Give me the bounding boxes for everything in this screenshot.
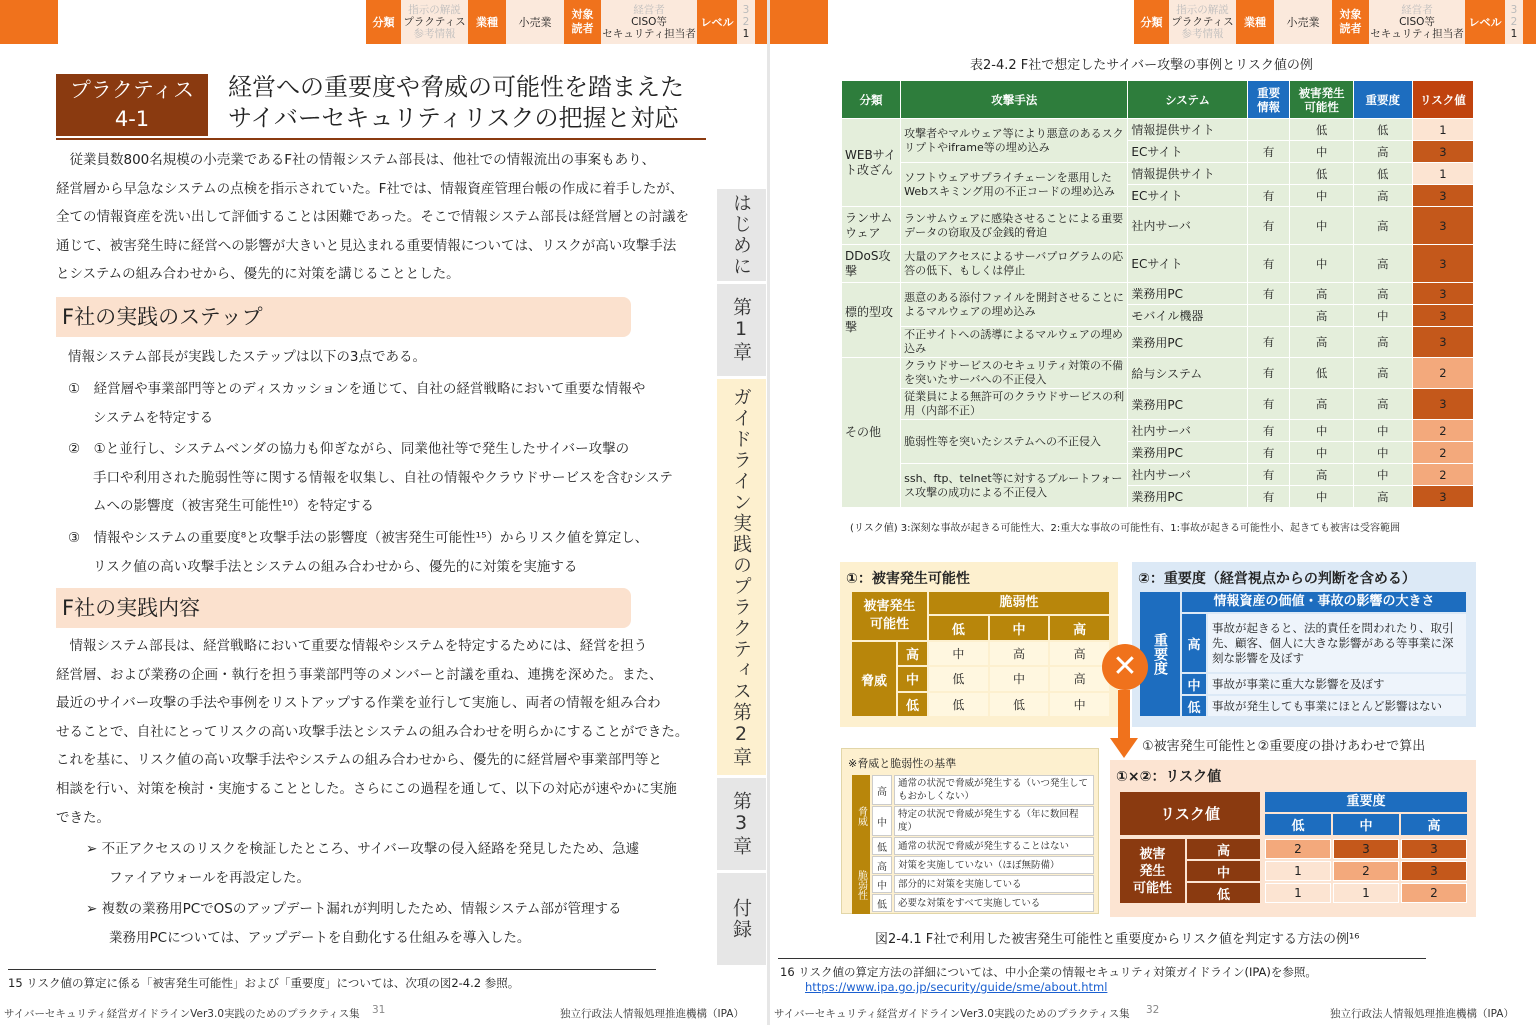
vulnerability-levels — [929, 616, 1109, 640]
page-title: 経営への重要度や脅威の可能性を踏まえた サイバーセキュリティリスクの把握と対応 — [228, 73, 684, 132]
probability-cell: 中 — [1050, 693, 1109, 716]
risk-table — [841, 80, 1474, 508]
risk-important: 有 — [1247, 327, 1290, 358]
criteria-text: 通常の状況で脅威が発生することはない — [894, 837, 1094, 855]
risk-table-row — [842, 207, 1474, 245]
tab-chapter-1[interactable]: 第1章 — [717, 284, 766, 376]
risk-value-box — [1110, 760, 1476, 917]
risk-system: 情報提供サイト — [1128, 163, 1247, 185]
risk-value: 3 — [1412, 327, 1473, 358]
step-1: ① 経営層や事業部門等とのディスカッションを通じて、自社の経営戦略において重要な情報や システムを特定する — [68, 381, 646, 426]
risk-severity-level: 高 — [1401, 814, 1467, 835]
left-page — [0, 0, 767, 1025]
risk-value-grid — [1265, 839, 1467, 903]
probability-cell: 低 — [929, 693, 988, 716]
criteria-group: 脅威 — [852, 775, 870, 857]
probability-cell: 高 — [990, 642, 1049, 665]
threat-level: 中 — [898, 667, 927, 690]
footer-right: 独立行政法人情報処理推進機構（IPA） — [560, 1008, 744, 1020]
risk-system: 社内サーバ — [1128, 420, 1247, 442]
risk-severity: 高 — [1353, 327, 1412, 358]
risk-table-row — [842, 327, 1474, 358]
risk-table-row — [842, 163, 1474, 185]
risk-method: ssh、ftp、telnet等に対するブルートフォース攻撃の成功による不正侵入 — [901, 464, 1128, 508]
probability-box-title: ①：被害発生可能性 — [846, 571, 970, 587]
risk-value-corner: リスク値 — [1120, 792, 1260, 835]
col-important: 重要 情報 — [1247, 81, 1290, 119]
risk-method: 大量のアクセスによるサーバプログラムの応答の低下、もしくは停止 — [901, 245, 1128, 283]
risk-method: 悪意のある添付ファイルを開封させることによるマルウェアの埋め込み — [901, 283, 1128, 327]
vulnerability-level: 高 — [1050, 616, 1109, 640]
risk-severity: 高 — [1353, 486, 1412, 508]
header-orange-left — [770, 0, 828, 44]
footnote-rule — [778, 958, 1426, 959]
footer-left: サイバーセキュリティ経営ガイドラインVer3.0実践のためのプラクティス集 — [774, 1008, 1130, 1020]
footer-right: 独立行政法人情報処理推進機構（IPA） — [1330, 1008, 1514, 1020]
header-orange-left — [0, 0, 58, 44]
risk-system: 業務用PC — [1128, 389, 1247, 420]
risk-system: 業務用PC — [1128, 283, 1247, 305]
footnote-link[interactable]: https://www.ipa.go.jp/security/guide/sme/about.html — [805, 980, 1108, 994]
section-heading-content: F社の実践内容 — [56, 588, 631, 628]
risk-severity: 中 — [1353, 420, 1412, 442]
risk-method: 従業員による無許可のクラウドサービスの利用（内部不正） — [901, 389, 1128, 420]
criteria-level: 高 — [872, 775, 892, 805]
right-page — [770, 0, 1536, 1025]
step-3: ③ 情報やシステムの重要度⁸と攻撃手法の影響度（被害発生可能性¹⁵）からリスク値を算定し、 リスク値の高い攻撃手法とシステムの組み合わせから、優先的に対策を実施する — [68, 530, 649, 575]
risk-important: 有 — [1247, 389, 1290, 420]
risk-value-cell: 3 — [1401, 861, 1467, 881]
arrow-down-icon — [1110, 738, 1138, 758]
risk-system: 業務用PC — [1128, 442, 1247, 464]
col-system: システム — [1128, 81, 1247, 119]
risk-method: ランサムウェアに感染させることによる重要データの窃取及び金銭的脅迫 — [901, 207, 1128, 245]
cat-label: 分類 — [366, 0, 401, 44]
risk-value: 3 — [1412, 305, 1473, 327]
risk-system: 社内サーバ — [1128, 464, 1247, 486]
tab-chapter-2-sub: ガイドライン実践のプラクティス — [730, 386, 752, 702]
probability-grid — [929, 642, 1109, 716]
probability-cell: 低 — [990, 693, 1049, 716]
footnote-16: 16 リスク値の算定方法の詳細については、中小企業の情報セキュリティ対策ガイドライン(IPA)を参照。 — [780, 965, 1317, 979]
risk-value-box-title: ①×②：リスク値 — [1116, 769, 1222, 785]
risk-probability-levels — [1187, 839, 1260, 903]
criteria-box — [841, 748, 1099, 914]
industry-value: 小売業 — [1274, 0, 1332, 44]
risk-system: 給与システム — [1128, 358, 1247, 389]
risk-value: 2 — [1412, 358, 1473, 389]
figure-caption: 図2-4.1 F社で利用した被害発生可能性と重要度からリスク値を判定する方法の例¹⁶ — [875, 932, 1360, 947]
risk-severity: 中 — [1353, 305, 1412, 327]
risk-value-cell: 2 — [1265, 839, 1331, 859]
risk-method: 脆弱性等を突いたシステムへの不正侵入 — [901, 420, 1128, 464]
risk-table-row — [842, 358, 1474, 389]
reader-values: 経営者 CISO等 セキュリティ担当者 — [1369, 0, 1465, 44]
tab-chapter-2-label: 第2章 — [730, 701, 752, 768]
risk-table-row — [842, 389, 1474, 420]
col-category: 分類 — [842, 81, 901, 119]
risk-method: 不正サイトへの誘導によるマルウェアの埋め込み — [901, 327, 1128, 358]
intro-paragraph: 従業員数800名規模の小売業であるF社の情報システム部長は、他社での情報流出の事案もあり、 経営層から早急なシステムの点検を指示されていた。F社では、情報資産管理台帳の作成に着手したが、 全ての情報資産を洗い出して評価することは困難であった。そこで情報システム部長は経営層との討議を 通じて、被害発生時に経営への影響が大きいと見込まれる重要情報については、リスクが高い攻撃手法 とシステムの組み合わせから、優先的に対策を講じることとした。 — [56, 152, 690, 283]
severity-level: 低 — [1182, 696, 1206, 716]
criteria-text: 必要な対策をすべて実施している — [894, 894, 1094, 912]
risk-system: ECサイト — [1128, 141, 1247, 163]
col-severity: 重要度 — [1353, 81, 1412, 119]
header-bar — [0, 0, 767, 44]
risk-value-cell: 1 — [1333, 883, 1399, 903]
risk-table-row — [842, 420, 1474, 442]
risk-system: 業務用PC — [1128, 486, 1247, 508]
risk-table-row — [842, 245, 1474, 283]
bullet-1: ➢ 不正アクセスのリスクを検証したところ、サイバー攻撃の侵入経路を発見したため、急遽 ファイアウォールを再設定した。 — [86, 841, 640, 886]
body-paragraph: 情報システム部長は、経営戦略において重要な情報やシステムを特定するためには、経営を担う 経営層、および業務の企画・執行を担う事業部門等のメンバーと討議を重ね、連携を深めた。また、 最近のサイバー攻撃の手法や事例をリストアップする作業を並行して実施し、両者の情報を組み合わ せることで、自社にとってリスクの高い攻撃手法とシステムの組み合わせを明らかにすることができた。 これを基に、リスク値の高い攻撃手法やシステムの組み合わせから、優先的に経営層や事業部門等と 相談を行い、対策を検討・実施することとした。さらにこの過程を通して、以下の対応が速やかに実施 できた。 — [56, 638, 689, 826]
criteria-level: 低 — [872, 894, 892, 912]
criteria-level: 中 — [872, 875, 892, 893]
risk-probability: 中 — [1290, 185, 1353, 207]
risk-table-row — [842, 283, 1474, 305]
col-method: 攻撃手法 — [901, 81, 1128, 119]
risk-system: 情報提供サイト — [1128, 119, 1247, 141]
industry-label: 業種 — [1236, 0, 1274, 44]
criteria-level: 高 — [872, 856, 892, 874]
risk-method: 攻撃者やマルウェア等により悪意のあるスクリプトやiframe等の埋め込み — [901, 119, 1128, 163]
severity-level: 高 — [1182, 614, 1206, 672]
level-values: 3 2 1 — [737, 0, 755, 44]
col-risk: リスク値 — [1412, 81, 1473, 119]
vulnerability-level: 低 — [929, 616, 988, 640]
risk-probability: 低 — [1290, 163, 1353, 185]
risk-value: 2 — [1412, 464, 1473, 486]
risk-probability: 高 — [1290, 305, 1353, 327]
risk-method: ソフトウェアサプライチェーンを悪用したWebスキミング用の不正コードの埋め込み — [901, 163, 1128, 207]
practice-badge: プラクティス 4-1 — [56, 74, 208, 136]
threat-level: 低 — [898, 693, 927, 716]
risk-value-cell: 2 — [1401, 883, 1467, 903]
risk-value-cell: 1 — [1265, 883, 1331, 903]
risk-important: 有 — [1247, 141, 1290, 163]
risk-probability: 高 — [1290, 389, 1353, 420]
severity-desc: 事故が事業に重大な影響を及ぼす — [1208, 674, 1466, 694]
risk-value: 3 — [1412, 245, 1473, 283]
risk-important: 有 — [1247, 185, 1290, 207]
risk-value: 3 — [1412, 185, 1473, 207]
risk-value: 3 — [1412, 283, 1473, 305]
severity-desc: 事故が起きると、法的責任を問われたり、取引先、顧客、個人に大きな影響がある等事業に深刻な影響を及ぼす — [1208, 614, 1466, 672]
criteria-group: 脆弱性 — [852, 856, 870, 914]
risk-category: 標的型攻撃 — [842, 283, 901, 358]
severity-rows — [1182, 614, 1466, 716]
risk-table-header — [842, 81, 1474, 119]
reader-values: 経営者 CISO等 セキュリティ担当者 — [601, 0, 697, 44]
risk-value: 3 — [1412, 389, 1473, 420]
risk-probability: 中 — [1290, 245, 1353, 283]
probability-cell: 高 — [1050, 667, 1109, 690]
severity-header: 情報資産の価値・事故の影響の大きさ — [1182, 592, 1466, 612]
severity-row — [1182, 696, 1466, 716]
risk-value: 1 — [1412, 163, 1473, 185]
risk-probability: 高 — [1290, 283, 1353, 305]
title-underline — [56, 138, 706, 140]
vulnerability-header: 脆弱性 — [929, 592, 1109, 614]
criteria-table — [852, 775, 1094, 911]
risk-important: 有 — [1247, 442, 1290, 464]
risk-probability-level: 低 — [1187, 883, 1260, 903]
risk-probability: 中 — [1290, 207, 1353, 245]
criteria-text: 特定の状況で脅威が発生する（年に数回程度） — [894, 806, 1094, 836]
risk-method: クラウドサービスのセキュリティ対策の不備を突いたサーバへの不正侵入 — [901, 358, 1128, 389]
risk-probability-level: 高 — [1187, 839, 1260, 859]
tab-chapter-3[interactable]: 第3章 — [717, 778, 766, 870]
risk-probability: 低 — [1290, 358, 1353, 389]
threat-level: 高 — [898, 642, 927, 665]
criteria-text: 通常の状況で脅威が発生する（いつ発生してもおかしくない） — [894, 775, 1094, 805]
risk-important — [1247, 163, 1290, 185]
severity-box-title: ②：重要度（経営視点からの判断を含める） — [1138, 571, 1416, 587]
reader-label: 対象 読者 — [1332, 0, 1369, 44]
risk-important: 有 — [1247, 486, 1290, 508]
risk-severity: 低 — [1353, 119, 1412, 141]
risk-value-cell: 3 — [1333, 839, 1399, 859]
vulnerability-level: 中 — [990, 616, 1049, 640]
section-heading-steps: F社の実践のステップ — [56, 297, 631, 337]
risk-legend-note: (リスク値) 3:深刻な事故が起きる可能性大、2:重大な事故の可能性有、1:事故が起きる可能性小、起きても被害は受容範囲 — [850, 523, 1400, 534]
risk-system: 社内サーバ — [1128, 207, 1247, 245]
risk-probability: 低 — [1290, 119, 1353, 141]
severity-box — [1132, 562, 1476, 727]
steps-intro: 情報システム部長が実践したステップは以下の3点である。 — [68, 349, 426, 365]
risk-probability-level: 中 — [1187, 861, 1260, 881]
risk-severity: 高 — [1353, 207, 1412, 245]
risk-value: 3 — [1412, 486, 1473, 508]
risk-probability: 高 — [1290, 327, 1353, 358]
page-number: 32 — [1146, 1004, 1160, 1016]
risk-value: 3 — [1412, 207, 1473, 245]
severity-row — [1182, 614, 1466, 672]
risk-system: ECサイト — [1128, 185, 1247, 207]
bullet-2: ➢ 複数の業務用PCでOSのアップデート漏れが判明したため、情報システム部が管理する 業務用PCについては、アップデートを自動化する仕組みを導入した。 — [86, 901, 622, 946]
risk-table-row — [842, 464, 1474, 486]
risk-severity: 高 — [1353, 283, 1412, 305]
level-label: レベル — [697, 0, 737, 44]
tab-intro[interactable]: はじめに — [717, 189, 766, 281]
risk-severity-level: 中 — [1333, 814, 1399, 835]
risk-category: その他 — [842, 358, 901, 508]
risk-important: 有 — [1247, 420, 1290, 442]
risk-severity: 高 — [1353, 389, 1412, 420]
risk-important: 有 — [1247, 245, 1290, 283]
risk-important: 有 — [1247, 358, 1290, 389]
industry-label: 業種 — [468, 0, 506, 44]
multiply-icon: ✕ — [1102, 644, 1148, 690]
risk-important — [1247, 119, 1290, 141]
risk-value: 2 — [1412, 420, 1473, 442]
risk-value-cell: 3 — [1401, 839, 1467, 859]
probability-corner: 被害発生 可能性 — [852, 592, 927, 640]
industry-value: 小売業 — [506, 0, 564, 44]
probability-cell: 高 — [1050, 642, 1109, 665]
cat-values: 指示の解説 プラクティス 参考情報 — [401, 0, 468, 44]
risk-severity-level: 低 — [1265, 814, 1331, 835]
footer-left: サイバーセキュリティ経営ガイドラインVer3.0実践のためのプラクティス集 — [4, 1008, 360, 1020]
risk-probability: 高 — [1290, 464, 1353, 486]
tab-chapter-2[interactable] — [717, 379, 766, 775]
severity-row — [1182, 674, 1466, 694]
cat-label: 分類 — [1134, 0, 1169, 44]
risk-severity: 高 — [1353, 185, 1412, 207]
arrow-shaft — [1118, 690, 1130, 740]
table-caption: 表2-4.2 F社で想定したサイバー攻撃の事例とリスク値の例 — [970, 58, 1313, 73]
risk-system: 業務用PC — [1128, 327, 1247, 358]
risk-table-row — [842, 119, 1474, 141]
footnote-15: 15 リスク値の算定に係る「被害発生可能性」および「重要度」については、次項の図2-4.2 参照。 — [8, 976, 520, 990]
threat-levels — [898, 642, 927, 716]
criteria-text: 対策を実施していない（ほぼ無防備） — [894, 856, 1094, 874]
probability-cell: 低 — [929, 667, 988, 690]
page-number: 31 — [372, 1004, 386, 1016]
risk-severity: 高 — [1353, 245, 1412, 283]
criteria-title: ※脅威と脆弱性の基準 — [848, 757, 957, 770]
risk-important: 有 — [1247, 207, 1290, 245]
risk-value: 2 — [1412, 442, 1473, 464]
risk-category: WEBサイト改ざん — [842, 119, 901, 207]
risk-value: 1 — [1412, 119, 1473, 141]
risk-system: モバイル機器 — [1128, 305, 1247, 327]
risk-probability: 中 — [1290, 141, 1353, 163]
severity-level: 中 — [1182, 674, 1206, 694]
criteria-level: 中 — [872, 806, 892, 836]
severity-desc: 事故が発生しても事業にほとんど影響はない — [1208, 696, 1466, 716]
cat-values: 指示の解説 プラクティス 参考情報 — [1169, 0, 1236, 44]
footnote-rule — [8, 969, 656, 970]
col-probability: 被害発生 可能性 — [1290, 81, 1353, 119]
risk-severity: 中 — [1353, 442, 1412, 464]
risk-probability-header: 被害 発生 可能性 — [1120, 839, 1185, 903]
risk-probability: 中 — [1290, 420, 1353, 442]
risk-value: 3 — [1412, 141, 1473, 163]
probability-cell: 中 — [929, 642, 988, 665]
severity-side-label: 重要度 — [1140, 592, 1180, 716]
risk-severity-header: 重要度 — [1265, 792, 1467, 812]
risk-severity: 高 — [1353, 141, 1412, 163]
level-values: 3 2 1 — [1505, 0, 1523, 44]
risk-probability: 中 — [1290, 486, 1353, 508]
risk-severity: 中 — [1353, 464, 1412, 486]
risk-severity-levels — [1265, 814, 1467, 835]
threat-header: 脅威 — [852, 642, 896, 716]
tab-appendix[interactable]: 付録 — [717, 873, 766, 965]
header-bar — [770, 0, 1536, 44]
step-2: ② ①と並行し、システムベンダの協力も仰ぎながら、同業他社等で発生したサイバー攻撃の 手口や利用された脆弱性等に関する情報を収集し、自社の情報やクラウドサービスを含むシステ ムへの影響度（被害発生可能性¹⁰）を特定する — [68, 441, 673, 515]
risk-severity: 低 — [1353, 163, 1412, 185]
reader-label: 対象 読者 — [564, 0, 601, 44]
criteria-level: 低 — [872, 837, 892, 855]
criteria-text: 部分的に対策を実施している — [894, 875, 1094, 893]
risk-severity: 高 — [1353, 358, 1412, 389]
risk-value-cell: 2 — [1333, 861, 1399, 881]
probability-cell: 中 — [990, 667, 1049, 690]
risk-value-cell: 1 — [1265, 861, 1331, 881]
risk-category: ランサムウェア — [842, 207, 901, 245]
calc-note: ①被害発生可能性と②重要度の掛けあわせで算出 — [1142, 739, 1426, 754]
risk-system: ECサイト — [1128, 245, 1247, 283]
risk-category: DDoS攻撃 — [842, 245, 901, 283]
risk-important: 有 — [1247, 283, 1290, 305]
level-label: レベル — [1465, 0, 1505, 44]
risk-probability: 中 — [1290, 442, 1353, 464]
probability-box — [840, 562, 1118, 727]
risk-important: 有 — [1247, 464, 1290, 486]
risk-important — [1247, 305, 1290, 327]
